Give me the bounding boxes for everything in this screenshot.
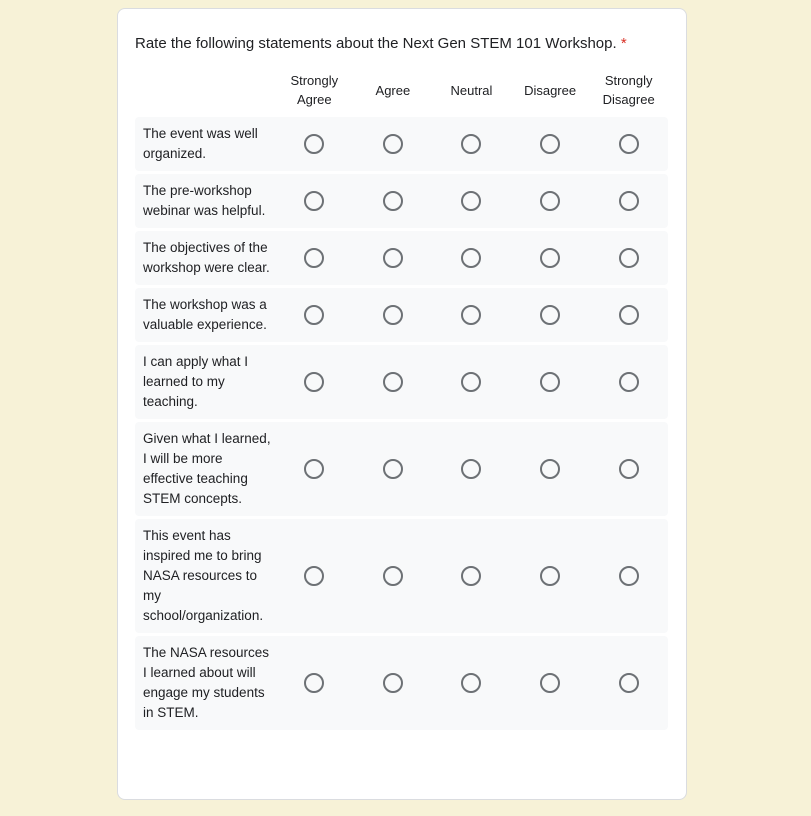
radio-cell	[432, 422, 511, 516]
radio-strongly-agree[interactable]	[304, 459, 324, 479]
radio-strongly-disagree[interactable]	[619, 372, 639, 392]
radio-cell	[432, 231, 511, 285]
radio-cell	[275, 519, 354, 633]
question-title	[135, 34, 668, 54]
radio-cell	[589, 636, 668, 730]
grid-row	[135, 345, 668, 419]
radio-agree[interactable]	[383, 305, 403, 325]
radio-strongly-disagree[interactable]	[619, 566, 639, 586]
grid-row	[135, 636, 668, 730]
radio-cell	[511, 288, 590, 342]
radio-disagree[interactable]	[540, 305, 560, 325]
radio-strongly-disagree[interactable]	[619, 191, 639, 211]
radio-cell	[275, 636, 354, 730]
grid-row	[135, 422, 668, 516]
radio-cell	[589, 345, 668, 419]
radio-cell	[275, 422, 354, 516]
grid-row	[135, 231, 668, 285]
radio-agree[interactable]	[383, 566, 403, 586]
column-header-disagree: Disagree	[524, 82, 577, 98]
radio-cell	[354, 636, 433, 730]
radio-strongly-disagree[interactable]	[619, 134, 639, 154]
radio-cell	[589, 519, 668, 633]
radio-cell	[432, 288, 511, 342]
grid-row	[135, 519, 668, 633]
row-statement: The pre-workshop webinar was helpful.	[143, 183, 266, 218]
radio-cell	[432, 117, 511, 171]
radio-cell	[432, 636, 511, 730]
radio-neutral[interactable]	[461, 673, 481, 693]
row-statement: The objectives of the workshop were clear.	[143, 240, 270, 275]
grid-rows	[135, 117, 668, 730]
radio-cell	[511, 636, 590, 730]
radio-cell	[275, 174, 354, 228]
radio-neutral[interactable]	[461, 372, 481, 392]
radio-strongly-agree[interactable]	[304, 134, 324, 154]
radio-cell	[511, 345, 590, 419]
radio-cell	[275, 345, 354, 419]
radio-cell	[354, 231, 433, 285]
radio-neutral[interactable]	[461, 134, 481, 154]
radio-cell	[354, 345, 433, 419]
radio-cell	[511, 117, 590, 171]
radio-cell	[432, 345, 511, 419]
question-title-text: Rate the following statements about the Next Gen STEM 101 Workshop.	[135, 35, 617, 52]
header-spacer	[135, 71, 275, 114]
grid-header-row	[135, 71, 668, 114]
radio-neutral[interactable]	[461, 191, 481, 211]
radio-strongly-disagree[interactable]	[619, 673, 639, 693]
radio-disagree[interactable]	[540, 191, 560, 211]
radio-cell	[354, 422, 433, 516]
radio-cell	[589, 422, 668, 516]
radio-agree[interactable]	[383, 248, 403, 268]
rating-grid	[135, 71, 668, 730]
radio-disagree[interactable]	[540, 566, 560, 586]
grid-row	[135, 117, 668, 171]
radio-cell	[275, 231, 354, 285]
radio-strongly-agree[interactable]	[304, 248, 324, 268]
row-statement: Given what I learned, I will be more effective teaching STEM concepts.	[143, 431, 271, 506]
radio-cell	[432, 174, 511, 228]
radio-cell	[275, 117, 354, 171]
radio-agree[interactable]	[383, 673, 403, 693]
radio-strongly-agree[interactable]	[304, 566, 324, 586]
radio-neutral[interactable]	[461, 459, 481, 479]
radio-strongly-agree[interactable]	[304, 305, 324, 325]
radio-disagree[interactable]	[540, 459, 560, 479]
radio-strongly-disagree[interactable]	[619, 248, 639, 268]
radio-strongly-disagree[interactable]	[619, 459, 639, 479]
radio-disagree[interactable]	[540, 673, 560, 693]
radio-cell	[354, 288, 433, 342]
radio-cell	[589, 117, 668, 171]
radio-disagree[interactable]	[540, 372, 560, 392]
radio-strongly-agree[interactable]	[304, 673, 324, 693]
radio-neutral[interactable]	[461, 566, 481, 586]
radio-agree[interactable]	[383, 459, 403, 479]
radio-cell	[354, 519, 433, 633]
radio-agree[interactable]	[383, 372, 403, 392]
row-statement: This event has inspired me to bring NASA resources to my school/organization.	[143, 528, 264, 623]
grid-row	[135, 288, 668, 342]
radio-cell	[275, 288, 354, 342]
radio-cell	[589, 174, 668, 228]
column-header-neutral: Neutral	[450, 82, 493, 98]
radio-agree[interactable]	[383, 191, 403, 211]
radio-agree[interactable]	[383, 134, 403, 154]
question-card	[117, 8, 687, 800]
radio-cell	[354, 174, 433, 228]
row-statement: The workshop was a valuable experience.	[143, 297, 267, 332]
radio-disagree[interactable]	[540, 134, 560, 154]
row-statement: The event was well organized.	[143, 126, 258, 161]
column-header-agree: Agree	[375, 82, 411, 98]
grid-row	[135, 174, 668, 228]
radio-cell	[511, 519, 590, 633]
radio-cell	[354, 117, 433, 171]
radio-cell	[589, 231, 668, 285]
radio-neutral[interactable]	[461, 248, 481, 268]
radio-disagree[interactable]	[540, 248, 560, 268]
column-header-strongly-agree: Strongly Agree	[290, 73, 339, 107]
row-statement: The NASA resources I learned about will engage my students in STEM.	[143, 645, 270, 720]
radio-neutral[interactable]	[461, 305, 481, 325]
radio-cell	[511, 231, 590, 285]
radio-cell	[432, 519, 511, 633]
required-asterisk: *	[620, 35, 627, 52]
radio-cell	[511, 422, 590, 516]
radio-strongly-disagree[interactable]	[619, 305, 639, 325]
column-header-strongly-disagree: Strongly Disagree	[602, 73, 655, 107]
radio-strongly-agree[interactable]	[304, 372, 324, 392]
row-statement: I can apply what I learned to my teaching.	[143, 354, 249, 409]
radio-strongly-agree[interactable]	[304, 191, 324, 211]
radio-cell	[589, 288, 668, 342]
radio-cell	[511, 174, 590, 228]
